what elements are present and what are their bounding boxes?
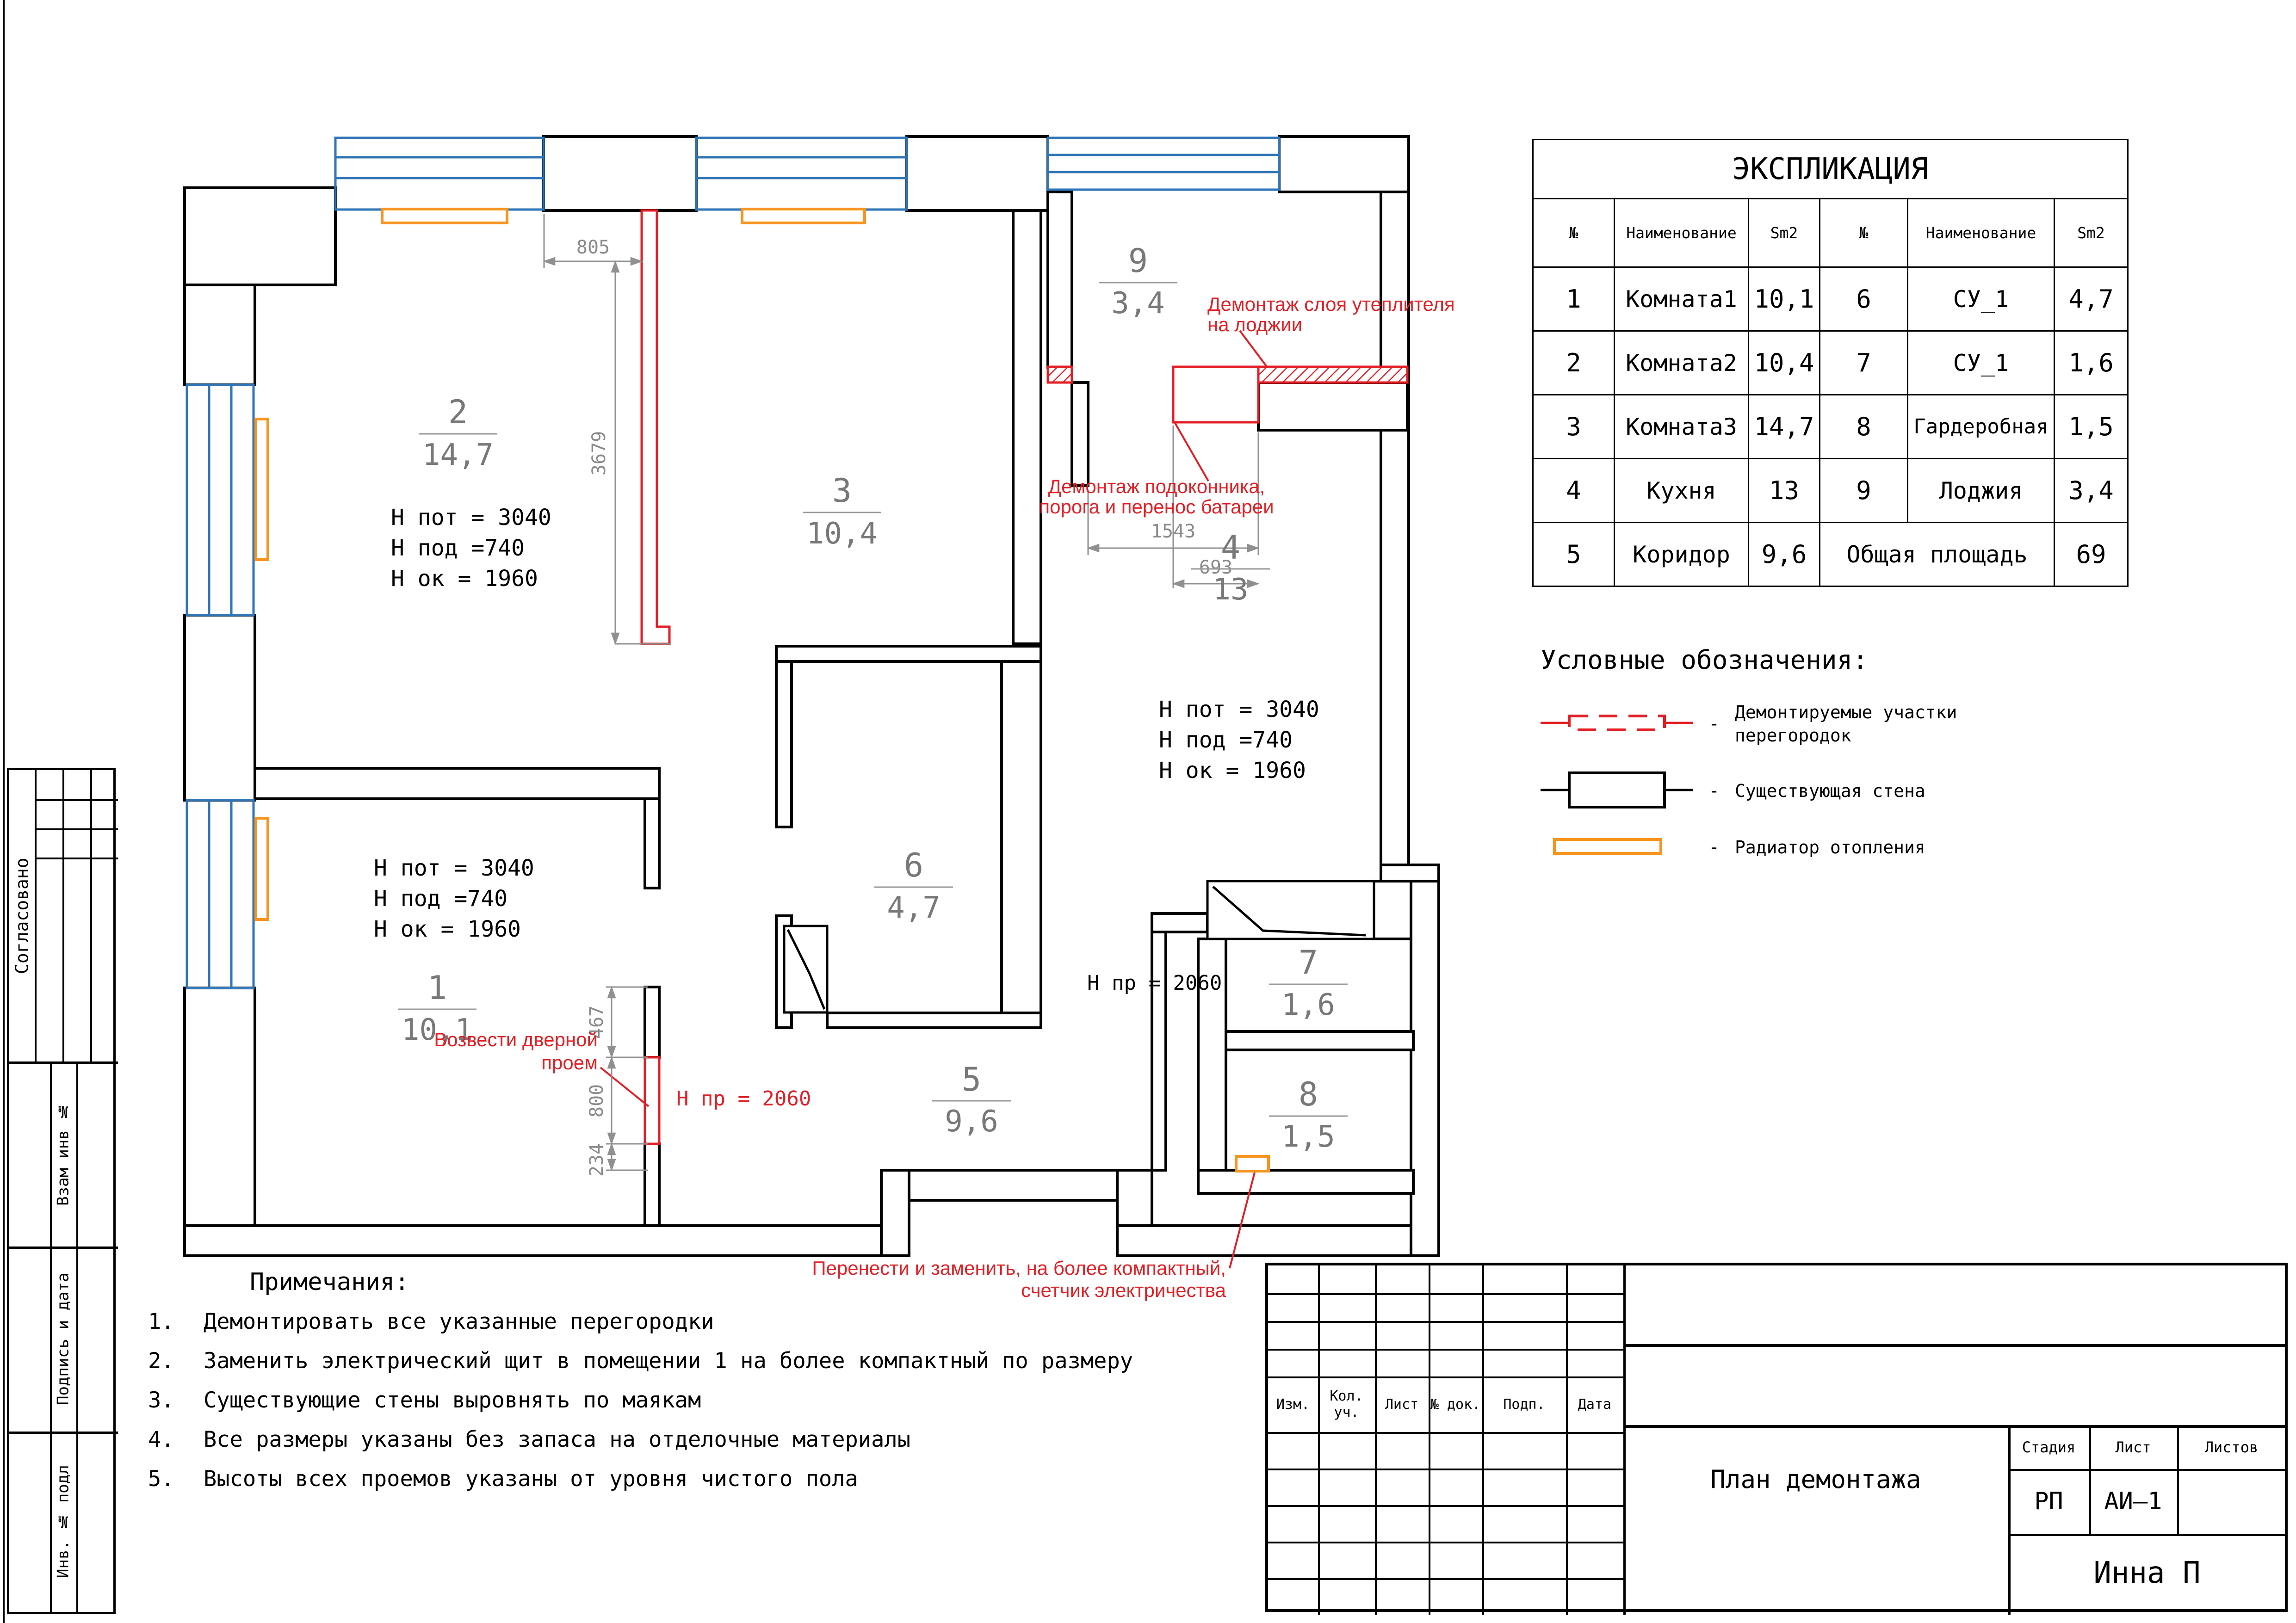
- wall: [1381, 865, 1439, 881]
- note-number: 5.: [148, 1466, 174, 1492]
- windows: [187, 138, 1279, 988]
- sidebar-label-vzam-inv: Взам инв №: [54, 1102, 73, 1206]
- note-number: 3.: [148, 1388, 174, 1413]
- wall: [1226, 1031, 1413, 1050]
- col-header: Наименование: [1908, 199, 2055, 267]
- col-header: Sm2: [1749, 199, 1820, 267]
- room-label-5: [932, 1061, 1011, 1139]
- tb-col-data: Дата: [1578, 1396, 1612, 1413]
- dim-805: 805: [576, 237, 610, 258]
- col-header: Sm2: [2055, 199, 2128, 267]
- cell: 10,4: [1749, 331, 1820, 395]
- cell: СУ_1: [1908, 267, 2055, 331]
- room-area: 3,4: [1111, 286, 1165, 321]
- legend-label: [1735, 779, 1925, 802]
- h-door-room7: Н пр = 2060: [1087, 971, 1222, 995]
- cell: 4,7: [2055, 267, 2128, 331]
- tb-sheet-value: АИ–1: [2104, 1487, 2162, 1515]
- tb-stage-value: РП: [2034, 1487, 2063, 1515]
- annotation-insulation-2: на лоджии: [1207, 314, 1303, 335]
- h-sill-room1: Н под =740: [374, 886, 507, 912]
- room-label-6: [874, 846, 953, 925]
- legend: [1541, 645, 2068, 882]
- cell: Лоджия: [1908, 459, 2055, 523]
- wall: [1152, 932, 1166, 1170]
- wall: [544, 136, 696, 210]
- note-item: [139, 1309, 1212, 1334]
- wall: [1013, 210, 1041, 644]
- notes: [139, 1268, 1212, 1506]
- wall: [1152, 913, 1207, 932]
- wall: [1372, 881, 1411, 939]
- demolished-partition-icon: [1541, 707, 1693, 741]
- dimension-texts: [576, 237, 1232, 1177]
- demolished-partition: [642, 210, 669, 644]
- window-top-1: [335, 138, 544, 210]
- note-item: [139, 1466, 1212, 1492]
- leader-line: [600, 1068, 649, 1106]
- annotation-sill-2: порога и перенос батареи: [1039, 496, 1274, 518]
- explication-title: ЭКСПЛИКАЦИЯ: [1533, 140, 2128, 199]
- wall: [645, 1144, 659, 1226]
- h-window-room2: Н ок = 1960: [391, 566, 538, 592]
- legend-item-demolished: [1541, 701, 2068, 747]
- wall: [645, 799, 659, 888]
- legend-label: [1735, 701, 1957, 747]
- cell: 2: [1533, 331, 1615, 395]
- note-text: Высоты всех проемов указаны от уровня чистого пола: [204, 1466, 858, 1492]
- legend-label-line: Существующая стена: [1735, 781, 1925, 801]
- cell: 1,5: [2055, 395, 2128, 459]
- annotation-meter-1: Перенести и заменить, на более компактный,: [812, 1257, 1226, 1279]
- leader-line: [1240, 331, 1268, 368]
- note-item: [139, 1348, 1212, 1374]
- room-number: 2: [448, 393, 468, 431]
- wall: [1411, 865, 1439, 1256]
- legend-item-existing-wall: [1541, 769, 2068, 813]
- doc-title: План демонтажа: [1710, 1465, 1921, 1494]
- wall: [907, 136, 1048, 210]
- wall: [185, 615, 255, 800]
- demolished-hatch: [1258, 367, 1407, 383]
- wall: [1072, 383, 1088, 486]
- wall: [776, 661, 792, 827]
- dim-1543: 1543: [1151, 521, 1196, 542]
- room-area: 13: [1213, 573, 1249, 607]
- wall: [255, 768, 659, 799]
- dim-467: 467: [586, 1005, 607, 1039]
- tb-col-podp: Подп.: [1503, 1396, 1545, 1413]
- wall: [1117, 1226, 1439, 1256]
- wall: [881, 1170, 909, 1256]
- dim-800: 800: [586, 1084, 607, 1118]
- room-number: 8: [1298, 1075, 1318, 1113]
- legend-label: [1735, 836, 1925, 859]
- h-ceiling-room2: Н пот = 3040: [391, 505, 551, 531]
- tb-col-list: Лист: [1385, 1396, 1419, 1413]
- demolished-window: [1173, 367, 1258, 422]
- cell: 9: [1820, 459, 1908, 523]
- room-number: 9: [1128, 242, 1148, 280]
- electric-meter: [1236, 1156, 1269, 1171]
- table-row: [1533, 395, 2128, 459]
- note-item: [139, 1427, 1212, 1452]
- cell: 1: [1533, 267, 1615, 331]
- sidebar-label-inv-podl: Инв. № подл: [54, 1465, 73, 1579]
- note-text: Все размеры указаны без запаса на отделочные материалы: [204, 1427, 911, 1452]
- cell: Комната3: [1615, 395, 1749, 459]
- wall: [1258, 383, 1407, 430]
- note-text: Существующие стены выровнять по маякам: [204, 1388, 701, 1413]
- room-area: 1,6: [1281, 988, 1335, 1022]
- radiator: [382, 209, 507, 223]
- cell-total-label: Общая площадь: [1820, 523, 2055, 586]
- door-leaf-room7: [1207, 881, 1374, 939]
- note-number: 4.: [148, 1427, 174, 1452]
- wall: [185, 988, 255, 1256]
- cell: 1,6: [2055, 331, 2128, 395]
- new-door-opening: [645, 1057, 659, 1144]
- wall: [776, 646, 1041, 661]
- window-left-1: [187, 385, 254, 615]
- explication-table: [1532, 139, 2129, 587]
- room-number: 7: [1298, 944, 1318, 981]
- wall: [827, 1013, 1041, 1028]
- legend-label-line: Демонтируемые участки: [1735, 702, 1957, 722]
- tb-col-doc: № док.: [1430, 1396, 1481, 1413]
- h-window-room1: Н ок = 1960: [374, 916, 521, 942]
- cell: 3: [1533, 395, 1615, 459]
- legend-title: Условные обозначения:: [1541, 645, 1869, 675]
- radiator: [256, 419, 268, 560]
- annotation-sill-1: Демонтаж подоконника,: [1048, 475, 1265, 497]
- dim-3679: 3679: [588, 431, 610, 476]
- col-header: №: [1820, 199, 1908, 267]
- sidebar-label-podpis-data: Подпись и дата: [54, 1272, 73, 1406]
- table-header-row: [1533, 199, 2128, 267]
- h-door-new-red: Н пр = 2060: [676, 1087, 811, 1111]
- h-sill-room4: Н под =740: [1159, 727, 1293, 753]
- wall: [1198, 1170, 1413, 1193]
- cell: Комната2: [1615, 331, 1749, 395]
- cell: 6: [1820, 267, 1908, 331]
- tb-sheets-header: Листов: [2204, 1438, 2259, 1456]
- room-label-2: [419, 393, 497, 472]
- window-top-2: [696, 138, 907, 210]
- table-row: [1533, 523, 2128, 586]
- note-text: Заменить электрический щит в помещении 1 на более компактный по размеру: [204, 1348, 1133, 1374]
- cell: 14,7: [1749, 395, 1820, 459]
- tb-sheet-header: Лист: [2115, 1438, 2151, 1456]
- wall: [185, 285, 255, 385]
- col-header: Наименование: [1615, 199, 1749, 267]
- legend-label-line: перегородок: [1735, 725, 1851, 746]
- cell-total-value: 69: [2055, 523, 2128, 586]
- cell: СУ_1: [1908, 331, 2055, 395]
- legend-dash: -: [1708, 837, 1720, 858]
- dim-693: 693: [1199, 557, 1233, 578]
- cell: 9,6: [1749, 523, 1820, 586]
- window-left-2: [187, 800, 254, 988]
- col-header: №: [1533, 199, 1615, 267]
- table-row: [1533, 459, 2128, 523]
- note-number: 2.: [148, 1348, 174, 1374]
- cell: 5: [1533, 523, 1615, 586]
- wall: [881, 1170, 1120, 1200]
- room-area: 10,4: [806, 517, 878, 551]
- cell: 3,4: [2055, 459, 2128, 523]
- cell: 8: [1820, 395, 1908, 459]
- tb-stage-header: Стадия: [2022, 1438, 2076, 1456]
- tb-col-izm: Изм.: [1276, 1396, 1310, 1413]
- room-area: 9,6: [945, 1105, 998, 1139]
- window-loggia: [1048, 138, 1279, 190]
- note-item: [139, 1388, 1212, 1413]
- tb-author: Инна П: [2093, 1556, 2201, 1590]
- room-number: 6: [904, 846, 924, 884]
- room-label-8: [1269, 1075, 1348, 1154]
- h-ceiling-room1: Н пот = 3040: [374, 855, 534, 881]
- room-number: 1: [427, 969, 447, 1007]
- annotation-doorway-2: проем: [541, 1052, 598, 1074]
- demolished-hatch: [1048, 367, 1072, 383]
- room-area: 14,7: [422, 438, 494, 472]
- cell: Кухня: [1615, 459, 1749, 523]
- legend-item-radiator: [1541, 835, 2068, 860]
- wall: [645, 987, 659, 1057]
- table-row: [1533, 331, 2128, 395]
- legend-dash: -: [1708, 713, 1720, 734]
- cell: Гардеробная: [1908, 395, 2055, 459]
- table-row: [1533, 267, 2128, 331]
- cell: 4: [1533, 459, 1615, 523]
- wall: [185, 1226, 909, 1256]
- cell: Коридор: [1615, 523, 1749, 586]
- note-text: Демонтировать все указанные перегородки: [204, 1309, 714, 1334]
- cell: 13: [1749, 459, 1820, 523]
- room-area: 10,1: [401, 1013, 473, 1047]
- radiator: [742, 209, 865, 223]
- room-number: 5: [961, 1061, 982, 1098]
- room-label-3: [803, 472, 881, 551]
- cell: Комната1: [1615, 267, 1749, 331]
- annotation-meter-2: счетчик электричества: [1021, 1279, 1226, 1301]
- h-ceiling-room4: Н пот = 3040: [1159, 697, 1319, 722]
- tb-col-kol: Кол. уч.: [1330, 1388, 1363, 1420]
- wall: [1279, 136, 1409, 192]
- annotation-doorway-1: Возвести дверной: [434, 1029, 598, 1050]
- legend-dash: -: [1708, 780, 1720, 802]
- room-number: 3: [832, 472, 852, 510]
- leader-line: [1175, 422, 1208, 481]
- radiator: [256, 818, 268, 919]
- dim-234: 234: [586, 1143, 607, 1177]
- room-label-7: [1269, 944, 1348, 1022]
- wall: [1048, 192, 1072, 368]
- room-number: 4: [1220, 529, 1241, 567]
- room-area: 1,5: [1281, 1120, 1335, 1154]
- h-window-room4: Н ок = 1960: [1159, 758, 1306, 784]
- note-number: 1.: [148, 1309, 174, 1334]
- sidebar-label-soglasovano: Согласовано: [12, 858, 32, 974]
- cell: 7: [1820, 331, 1908, 395]
- title-block: [1265, 1263, 2288, 1612]
- wall: [185, 188, 335, 285]
- radiator-icon: [1541, 835, 1693, 860]
- room-label-9: [1099, 242, 1177, 321]
- h-sill-room2: Н под =740: [391, 535, 525, 561]
- cell: 10,1: [1749, 267, 1820, 331]
- annotation-insulation-1: Демонтаж слоя утеплителя: [1207, 293, 1455, 315]
- room-area: 4,7: [887, 891, 941, 925]
- left-sidebar: [7, 768, 116, 1614]
- legend-label-line: Радиатор отопления: [1735, 837, 1925, 858]
- wall: [1002, 661, 1041, 1028]
- notes-title: Примечания:: [250, 1268, 409, 1296]
- existing-wall-icon: [1541, 769, 1693, 813]
